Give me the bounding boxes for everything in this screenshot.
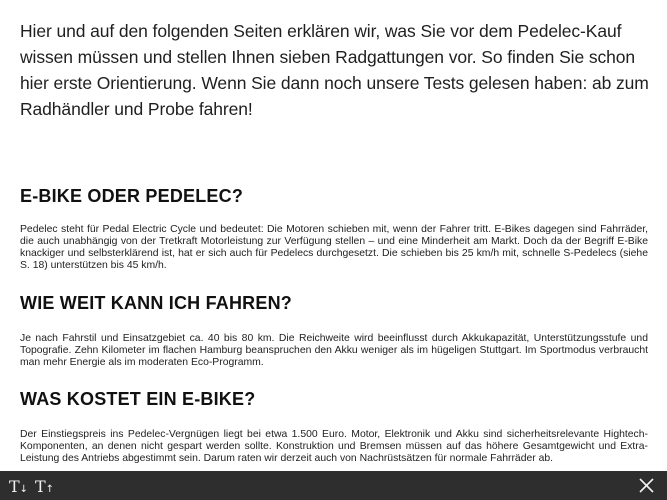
intro-paragraph: Hier und auf den folgenden Seiten erklären wir, was Sie vor dem Pedelec-Kauf wissen müssen und stellen Ihnen sieben Radgattungen vor. So finden Sie schon hier erste Orientierung. Wenn Sie dann noch unsere Tests gelesen haben: ab zum Radhändler und Probe fahren! xyxy=(20,21,649,119)
reader-toolbar xyxy=(0,471,667,500)
decrease-font-size-button[interactable] xyxy=(9,476,28,496)
increase-font-size-button[interactable] xyxy=(35,476,54,496)
arrow-down-icon: ↓ xyxy=(19,484,29,495)
text-size-increase-icon: T xyxy=(35,477,46,496)
section-heading-ebike-or-pedelec: E-BIKE ODER PEDELEC? xyxy=(20,186,244,206)
text-size-decrease-icon: T xyxy=(9,477,20,496)
arrow-up-icon: ↑ xyxy=(45,484,55,495)
section-heading-range: WIE WEIT KANN ICH FAHREN? xyxy=(20,293,292,313)
section-heading-price: WAS KOSTET EIN E-BIKE? xyxy=(20,389,256,409)
section-text-ebike-or-pedelec: Pedelec steht für Pedal Electric Cycle und bedeutet: Die Motoren schieben mit, wenn der Fahrer tritt. E-Bikes dagegen sind Fahrräder, die auch unabhängig von der Tretkraft Motorleistung zur Verfügung stellen – und eine Minderheit am Markt. Doch da der Begriff E-Bike knackiger und selbsterklärend ist, hat er sich auch für Pedelecs durchgesetzt. Die schieben bis 25 km/h mit, schnelle S-Pedelecs (siehe S. 18) unterstützen bis 45 km/h. xyxy=(20,224,648,271)
close-button[interactable] xyxy=(638,477,655,494)
section-text-range: Je nach Fahrstil und Einsatzgebiet ca. 40 bis 80 km. Die Reichweite wird beeinflusst durch Akkukapazität, Unterstützungsstufe und Topografie. Zehn Kilometer im flachen Hamburg beanspruchen den Akku weniger als im hügeligen Stuttgart. Im Sportmodus verbraucht man mehr Energie als im moderaten Eco-Programm. xyxy=(20,333,648,368)
close-icon xyxy=(638,477,655,494)
section-text-price: Der Einstiegspreis ins Pedelec-Vergnügen liegt bei etwa 1.500 Euro. Motor, Elektronik und Akku sind sicherheitsrelevante Hightech-Komponenten, an denen nicht gespart werden sollte. Konstruktion und Bremsen müssen auf das höhere Gesamtgewicht und Extra-Leistung des Antriebs abgestimmt sein. Darum raten wir derzeit auch von Nachrüstsätzen für normale Fahrräder ab. xyxy=(20,429,648,464)
